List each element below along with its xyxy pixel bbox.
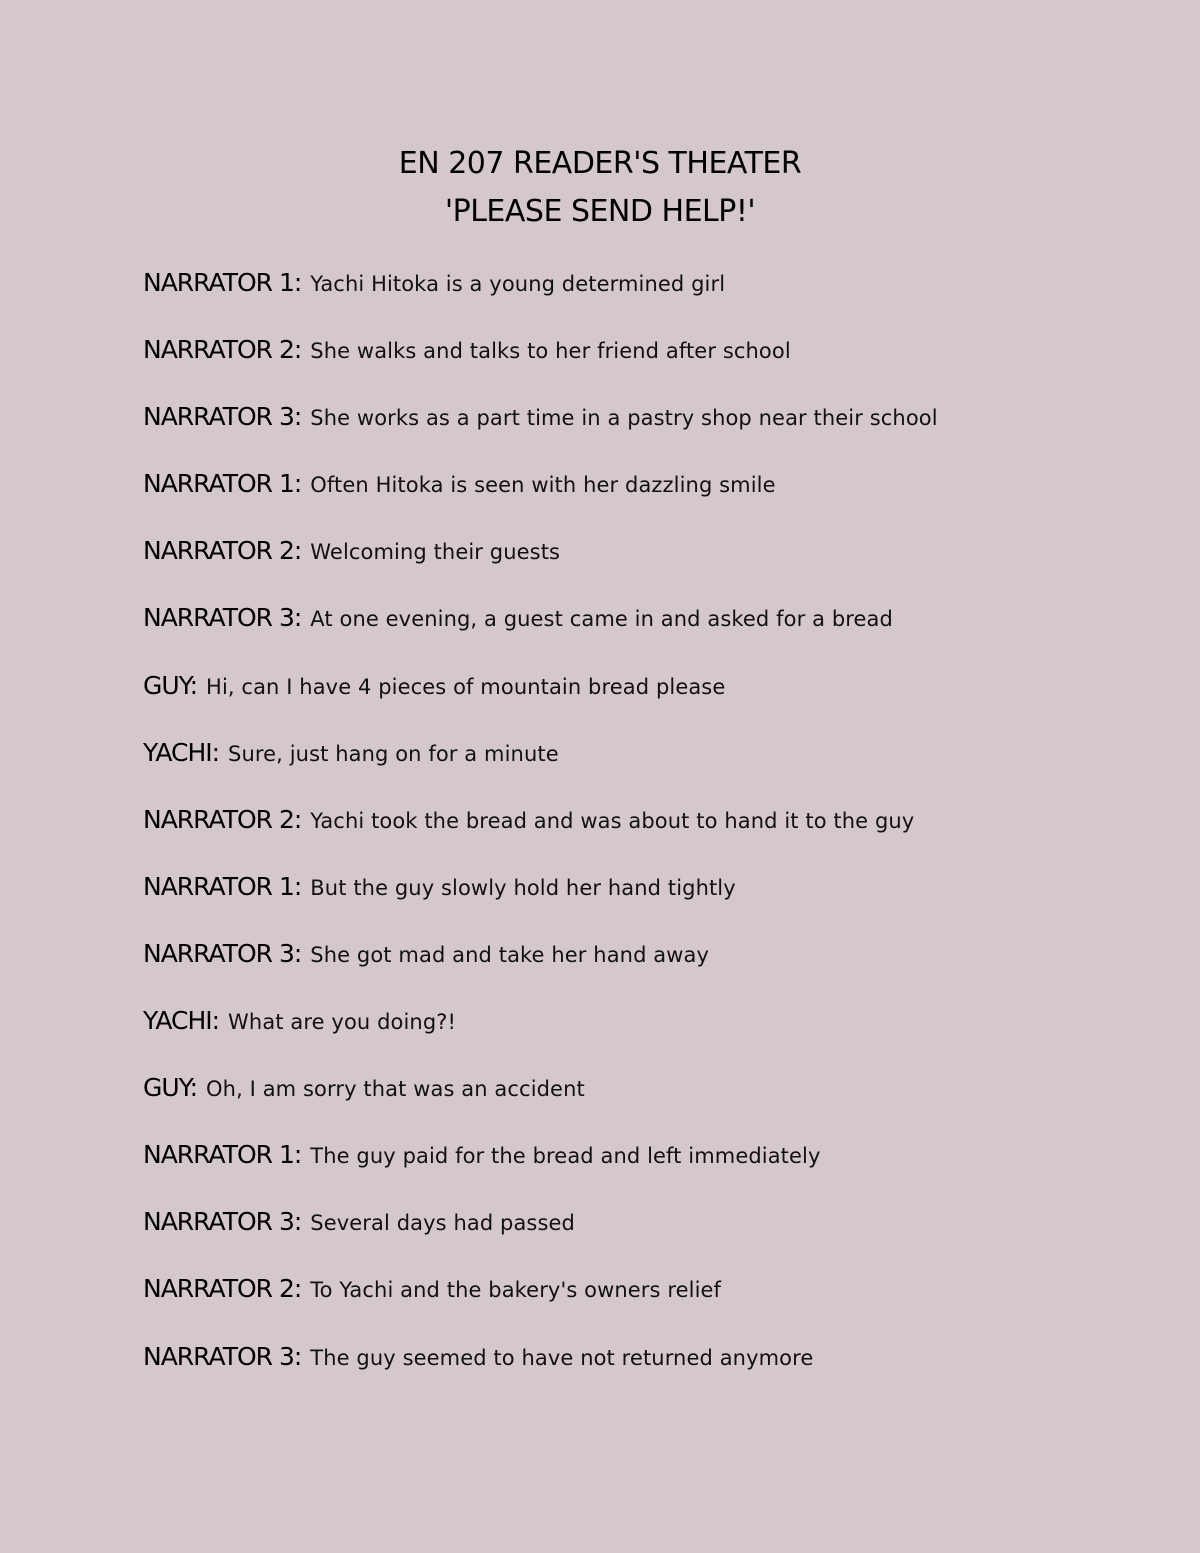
speech-text: The guy paid for the bread and left immediately (310, 1144, 821, 1169)
script-lines (143, 268, 1163, 1409)
script-line (143, 671, 1163, 738)
speech-text: Sure, just hang on for a minute (228, 741, 559, 766)
speaker-label: NARRATOR 3: (143, 402, 302, 432)
script-line (143, 536, 1163, 603)
speech-text: Several days had passed (310, 1211, 575, 1236)
speech-text: She walks and talks to her friend after school (310, 339, 791, 364)
speaker-label: GUY: (143, 670, 198, 700)
speech-text: Welcoming their guests (310, 540, 561, 565)
script-line (143, 872, 1163, 939)
speech-text: She works as a part time in a pastry shop near their school (310, 406, 938, 431)
title-line-1: EN 207 READER'S THEATER (398, 146, 802, 181)
speaker-label: YACHI: (143, 1006, 220, 1036)
speech-text: She got mad and take her hand away (310, 942, 710, 967)
speaker-label: NARRATOR 2: (143, 1274, 302, 1304)
speaker-label: NARRATOR 1: (143, 871, 302, 901)
speaker-label: NARRATOR 2: (143, 536, 302, 566)
speech-text: Yachi took the bread and was about to hand it to the guy (310, 808, 915, 833)
script-line (143, 335, 1163, 402)
script-line (143, 1342, 1163, 1409)
speaker-label: GUY: (143, 1073, 198, 1103)
script-line (143, 603, 1163, 670)
script-line (143, 805, 1163, 872)
speech-text: Hi, can I have 4 pieces of mountain bread please (206, 674, 726, 699)
script-line (143, 268, 1163, 335)
speaker-label: NARRATOR 2: (143, 804, 302, 834)
speaker-label: NARRATOR 1: (143, 1140, 302, 1170)
speaker-label: NARRATOR 1: (143, 469, 302, 499)
speaker-label: NARRATOR 3: (143, 938, 302, 968)
speech-text: To Yachi and the bakery's owners relief (310, 1278, 722, 1303)
script-line (143, 1006, 1163, 1073)
speech-text: What are you doing?! (228, 1010, 457, 1035)
speaker-label: NARRATOR 1: (143, 268, 302, 297)
speaker-label: NARRATOR 2: (143, 335, 302, 365)
speech-text: Oh, I am sorry that was an accident (206, 1077, 585, 1102)
speech-text: But the guy slowly hold her hand tightly (310, 875, 736, 900)
script-line (143, 738, 1163, 805)
speech-text: Yachi Hitoka is a young determined girl (310, 272, 726, 296)
speech-text: The guy seemed to have not returned anymore (310, 1345, 814, 1370)
title-line-2: 'PLEASE SEND HELP!' (444, 194, 756, 229)
script-line (143, 1207, 1163, 1274)
speaker-label: NARRATOR 3: (143, 1207, 302, 1237)
speaker-label: NARRATOR 3: (143, 603, 302, 633)
script-line (143, 402, 1163, 469)
script-line (143, 469, 1163, 536)
document-title (0, 140, 1200, 236)
speech-text: Often Hitoka is seen with her dazzling smile (310, 473, 776, 498)
script-line (143, 1140, 1163, 1207)
speech-text: At one evening, a guest came in and asked for a bread (310, 607, 893, 632)
speaker-label: NARRATOR 3: (143, 1341, 302, 1371)
script-line (143, 1073, 1163, 1140)
script-line (143, 939, 1163, 1006)
script-line (143, 1274, 1163, 1341)
speaker-label: YACHI: (143, 737, 220, 767)
